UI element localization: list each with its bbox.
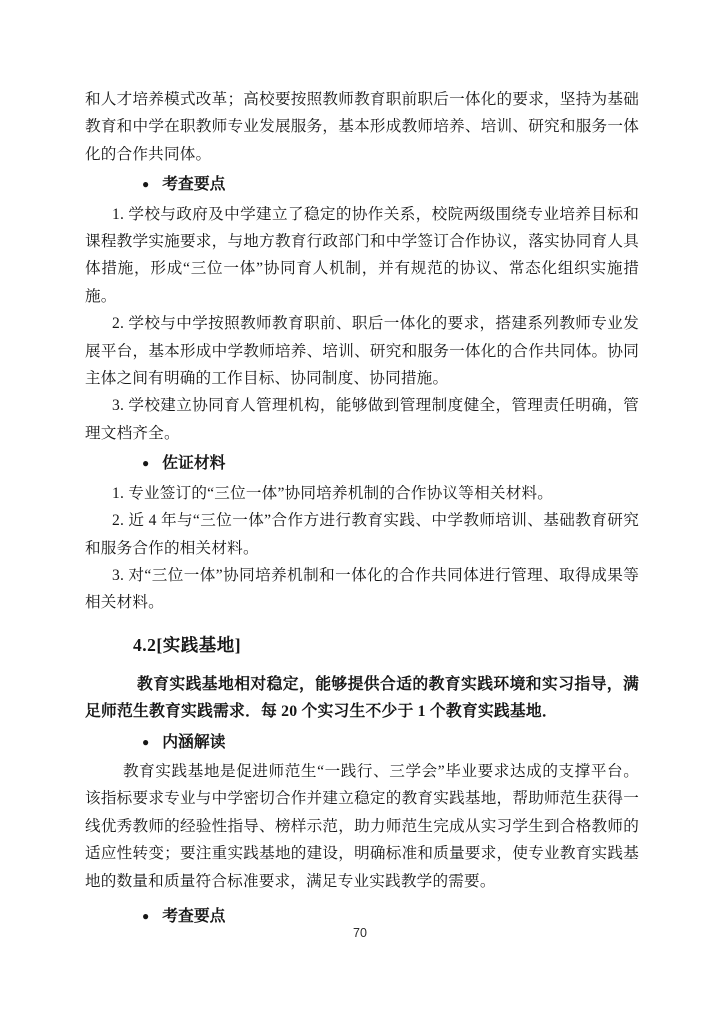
section-intro-bold-paragraph: 教育实践基地相对稳定，能够提供合适的教育实践环境和实习指导，满足师范生教育实践需求．每 20 个实习生不少于 1 个教育实践基地． bbox=[85, 675, 639, 721]
paragraph-exam-point-2: 2. 学校与中学按照教师教育职前、职后一体化的要求，搭建系列教师专业发展平台，基本形成中学教师培养、培训、研究和服务一体化的合作共同体。协同主体之间有明确的工作目标、协同制度、协同措施。 bbox=[85, 315, 639, 388]
document-content bbox=[85, 86, 639, 932]
paragraph-material-2: 2. 近 4 年与“三位一体”合作方进行教育实践、中学教师培训、基础教育研究和服务合作的相关材料。 bbox=[85, 512, 639, 557]
section-heading-4-2-practice-base: 4.2[实践基地] bbox=[133, 634, 242, 655]
bullet-heading-connotation bbox=[85, 729, 639, 756]
bullet-icon: ● bbox=[142, 456, 150, 471]
paragraph-material-3: 3. 对“三位一体”协同培养机制和一体化的合作共同体进行管理、取得成果等相关材料。 bbox=[85, 566, 639, 612]
bullet-icon: ● bbox=[142, 177, 150, 192]
paragraph-exam-point-3: 3. 学校建立协同育人管理机构，能够做到管理制度健全，管理责任明确，管理文档齐全。 bbox=[85, 397, 639, 442]
paragraph-continuation: 和人才培养模式改革；高校要按照教师教育职前职后一体化的要求，坚持为基础教育和中学在职教师专业发展服务，基本形成教师培养、培训、研究和服务一体化的合作共同体。 bbox=[85, 91, 639, 163]
bullet-heading-label: 佐证材料 bbox=[162, 455, 226, 473]
bullet-heading-label: 考查要点 bbox=[162, 907, 226, 925]
bullet-heading-label: 考查要点 bbox=[162, 176, 226, 194]
bullet-icon: ● bbox=[142, 908, 150, 923]
page-number: 70 bbox=[353, 926, 367, 940]
bullet-heading-label: 内涵解读 bbox=[162, 733, 226, 751]
paragraph-exam-point-1: 1. 学校与政府及中学建立了稳定的协作关系，校院两级围绕专业培养目标和课程教学实施要求，与地方教育行政部门和中学签订合作协议，落实协同育人具体措施，形成“三位一体”协同育人机制，并有规范的协议、常态化组织实施措施。 bbox=[85, 205, 639, 305]
paragraph-connotation-body: 教育实践基地是促进师范生“一践行、三学会”毕业要求达成的支撑平台。该指标要求专业与中学密切合作并建立稳定的教育实践基地，帮助师范生获得一线优秀教师的经验性指导、榜样示范，助力师范生完成从实习学生到合格教师的适应性转变；要注重实践基地的建设，明确标准和质量要求，使专业教育实践基地的数量和质量符合标准要求，满足专业实践教学的需要。 bbox=[85, 762, 639, 890]
bullet-icon: ● bbox=[142, 734, 150, 749]
bullet-heading-exam-points-1 bbox=[85, 171, 639, 198]
paragraph-material-1: 1. 专业签订的“三位一体”协同培养机制的合作协议等相关材料。 bbox=[112, 484, 554, 502]
bullet-heading-supporting-materials bbox=[85, 450, 639, 477]
